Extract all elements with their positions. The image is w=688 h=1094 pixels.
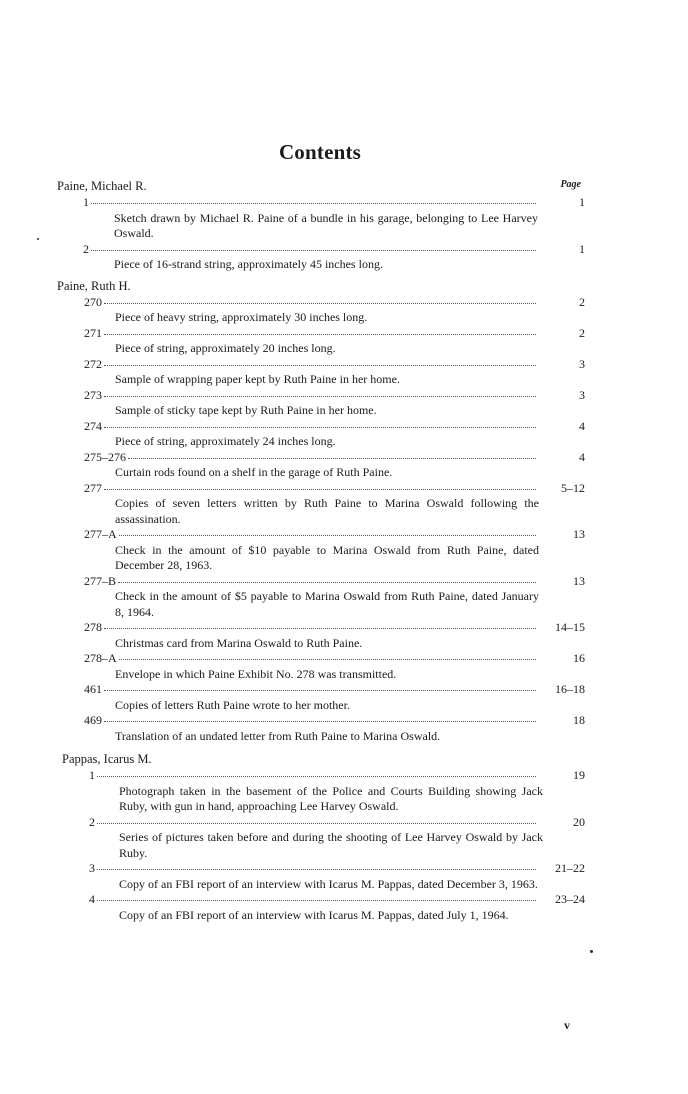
scan-speck [37,238,39,240]
table-of-contents [0,178,688,923]
dot-leader [104,418,536,428]
exhibit-line [0,388,688,404]
exhibit-entry [0,450,688,481]
witness-name: Paine, Ruth H. [57,278,131,293]
exhibit-entry [0,527,688,574]
exhibit-page-number: 4 [579,418,585,433]
exhibit-description: Christmas card from Marina Oswald to Ruth Paine. [115,635,363,650]
dot-leader [104,712,536,722]
exhibit-description: Curtain rods found on a shelf in the garage of Ruth Paine. [115,465,393,479]
witness-name: Paine, Michael R. [57,179,147,193]
exhibit-number: 278 [84,620,102,634]
exhibit-entry [0,768,688,815]
page-title: Contents [278,140,362,164]
exhibit-number: 461 [84,682,102,696]
exhibit-entry [0,892,688,923]
exhibit-description: Sketch drawn by Michael R. Paine of a bundle in his garage, belonging to Lee Harvey Oswald. [114,210,538,240]
exhibit-number: 270 [84,294,102,309]
exhibit-number: 271 [84,325,102,340]
exhibit-number: 275–276 [84,449,126,464]
exhibit-line [0,574,688,590]
exhibit-entry [0,815,688,862]
exhibit-number: 278–A [84,651,117,665]
exhibit-page-number: 1 [579,241,585,256]
exhibit-entry [0,357,688,388]
exhibit-entry [0,326,688,357]
exhibit-line [0,682,688,698]
exhibit-line [0,861,688,877]
exhibit-entry [0,620,688,651]
exhibit-line [0,481,688,497]
exhibit-entry [0,861,688,892]
witness-name: Pappas, Icarus M. [62,752,152,766]
exhibit-number: 277–B [84,573,117,588]
exhibit-number: 469 [84,713,102,727]
dot-leader [119,526,536,536]
exhibit-number: 1 [89,768,95,782]
exhibit-page-number: 1 [579,195,585,209]
exhibit-description: Sample of wrapping paper kept by Ruth Paine in her home. [115,372,400,386]
exhibit-number: 3 [89,861,95,875]
page-folio: v [564,1018,570,1032]
exhibit-description: Envelope in which Paine Exhibit No. 278 was transmitted. [115,666,397,681]
exhibit-page-number: 20 [573,814,585,829]
exhibit-description: Copies of seven letters written by Ruth Paine to Marina Oswald following the assassination. [115,496,539,526]
exhibit-line [0,713,688,729]
witness-section [0,178,688,273]
exhibit-page-number: 14–15 [555,620,585,634]
exhibit-line [0,815,688,831]
exhibit-page-number: 2 [579,294,585,309]
exhibit-line [0,326,688,342]
dot-leader [104,480,536,490]
exhibit-entry [0,295,688,326]
dot-leader [104,356,536,366]
exhibit-line [0,527,688,543]
exhibit-number: 2 [83,241,89,256]
exhibit-page-number: 16 [573,651,585,665]
exhibit-description: Copy of an FBI report of an interview with Icarus M. Pappas, dated July 1, 1964. [119,907,509,922]
exhibit-entry [0,195,688,242]
exhibit-entry [0,574,688,621]
exhibit-page-number: 13 [573,573,585,588]
dot-leader [119,650,536,660]
exhibit-number: 1 [83,195,89,209]
dot-leader [104,325,536,335]
exhibit-line [0,195,688,211]
exhibit-number: 273 [84,387,102,402]
exhibit-page-number: 3 [579,387,585,402]
exhibit-number: 2 [89,814,95,829]
dot-leader [104,387,536,397]
exhibit-entry [0,388,688,419]
exhibit-page-number: 3 [579,356,585,371]
dot-leader [104,619,536,629]
exhibit-page-number: 2 [579,325,585,340]
exhibit-description: Piece of string, approximately 24 inches long. [115,434,336,448]
exhibit-number: 277 [84,480,102,495]
exhibit-line [0,892,688,908]
exhibit-page-number: 16–18 [555,682,585,696]
page-column-label: Page [560,179,581,190]
exhibit-page-number: 21–22 [555,861,585,875]
dot-leader [97,891,536,901]
witness-section [0,278,688,745]
exhibit-description: Copies of letters Ruth Paine wrote to her mother. [115,697,350,712]
exhibit-description: Sample of sticky tape kept by Ruth Paine in her home. [115,403,377,417]
exhibit-number: 272 [84,356,102,371]
exhibit-description: Piece of string, approximately 20 inches long. [115,341,336,355]
exhibit-line [0,242,688,258]
witness-section [0,751,688,923]
exhibit-entry [0,713,688,744]
exhibit-description: Translation of an undated letter from Ruth Paine to Marina Oswald. [115,728,441,743]
exhibit-line [0,620,688,636]
exhibit-line [0,768,688,784]
exhibit-entry [0,242,688,273]
dot-leader [128,449,536,459]
exhibit-page-number: 4 [579,449,585,464]
exhibit-entry [0,682,688,713]
exhibit-description: Check in the amount of $5 payable to Marina Oswald from Ruth Paine, dated January 8, 1964. [115,589,539,619]
dot-leader [97,814,536,824]
exhibit-description: Piece of heavy string, approximately 30 inches long. [115,310,368,324]
exhibit-line [0,419,688,435]
exhibit-line [0,450,688,466]
dot-leader [97,767,536,777]
scan-speck [590,950,593,953]
exhibit-page-number: 5–12 [561,480,585,495]
dot-leader [104,294,536,304]
exhibit-number: 274 [84,418,102,433]
dot-leader [91,241,536,251]
exhibit-line [0,295,688,311]
dot-leader [91,194,536,204]
dot-leader [104,681,536,691]
exhibit-description: Piece of 16-strand string, approximately 45 inches long. [114,257,383,271]
exhibit-page-number: 19 [573,768,585,782]
exhibit-number: 277–A [84,527,117,541]
exhibit-description: Copy of an FBI report of an interview with Icarus M. Pappas, dated December 3, 1963. [119,876,538,891]
exhibit-description: Photograph taken in the basement of the Police and Courts Building showing Jack Ruby, with gun in hand, approaching Lee Harvey Oswald. [119,783,543,813]
dot-leader [118,573,536,583]
exhibit-page-number: 18 [573,713,585,727]
dot-leader [97,860,536,870]
exhibit-description: Series of pictures taken before and during the shooting of Lee Harvey Oswald by Jack Ruby. [119,830,543,860]
exhibit-entry [0,419,688,450]
exhibit-description: Check in the amount of $10 payable to Marina Oswald from Ruth Paine, dated December 28, 1963. [115,542,539,572]
exhibit-entry [0,651,688,682]
exhibit-page-number: 23–24 [555,892,585,906]
exhibit-number: 4 [89,892,95,906]
exhibit-page-number: 13 [573,527,585,541]
exhibit-line [0,651,688,667]
exhibit-line [0,357,688,373]
exhibit-entry [0,481,688,528]
